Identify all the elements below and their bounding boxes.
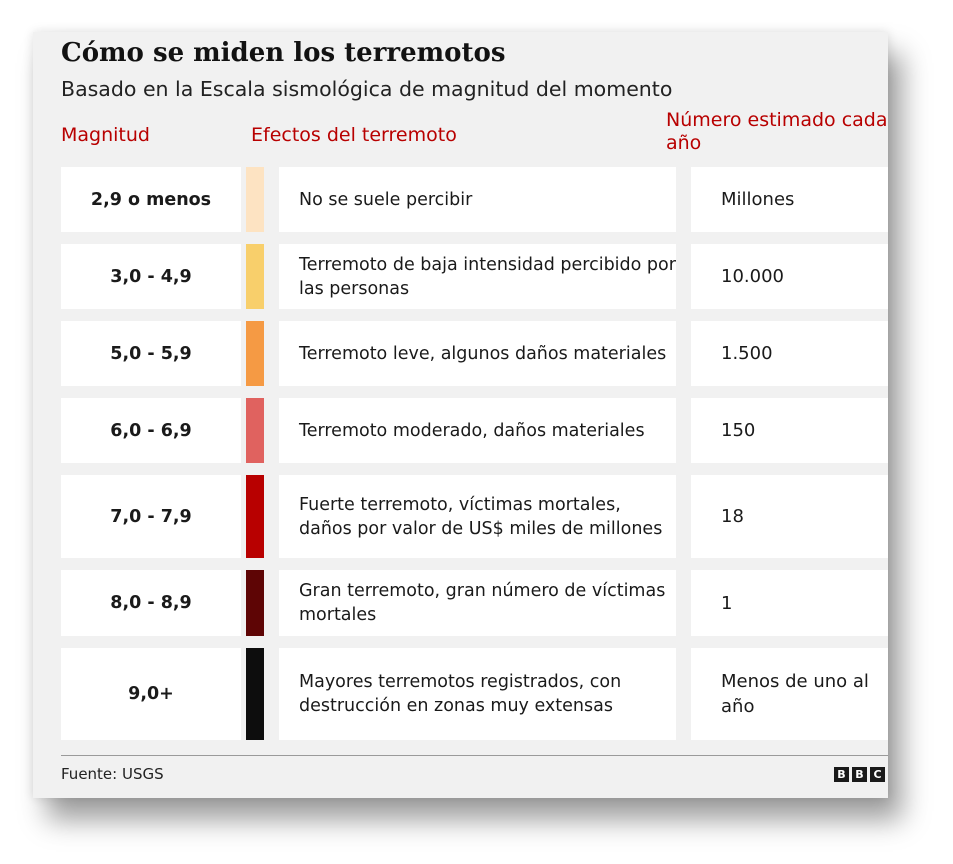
count-cell: 1.500 <box>691 321 888 386</box>
table-row <box>61 244 888 309</box>
magnitude-cell: 7,0 - 7,9 <box>61 475 241 558</box>
intensity-color-bar <box>246 167 264 232</box>
count-cell: Millones <box>691 167 888 232</box>
magnitude-cell: 6,0 - 6,9 <box>61 398 241 463</box>
intensity-color-bar <box>246 570 264 636</box>
count-cell: 150 <box>691 398 888 463</box>
page-title: Cómo se miden los terremotos <box>61 38 506 68</box>
table-row <box>61 167 888 232</box>
table-row <box>61 398 888 463</box>
header-count: Número estimado cada año <box>666 109 888 154</box>
table-row <box>61 321 888 386</box>
magnitude-cell: 3,0 - 4,9 <box>61 244 241 309</box>
count-cell: Menos de uno al año <box>691 648 888 740</box>
intensity-color-bar <box>246 398 264 463</box>
source-note: Fuente: USGS <box>61 765 164 783</box>
effect-cell: Mayores terremotos registrados, con destrucción en zonas muy extensas <box>279 648 676 740</box>
magnitude-cell: 2,9 o menos <box>61 167 241 232</box>
header-effects: Efectos del terremoto <box>251 124 457 146</box>
count-cell: 18 <box>691 475 888 558</box>
magnitude-cell: 5,0 - 5,9 <box>61 321 241 386</box>
intensity-color-bar <box>246 321 264 386</box>
intensity-color-bar <box>246 475 264 558</box>
magnitude-cell: 9,0+ <box>61 648 241 740</box>
logo-letter: B <box>834 767 849 782</box>
footer-divider <box>61 755 888 756</box>
effect-cell: Terremoto de baja intensidad percibido por las personas <box>279 244 676 309</box>
page-subtitle: Basado en la Escala sismológica de magnitud del momento <box>61 77 673 101</box>
effect-cell: Terremoto leve, algunos daños materiales <box>279 321 676 386</box>
table-row <box>61 475 888 558</box>
effect-cell: Gran terremoto, gran número de víctimas mortales <box>279 570 676 636</box>
magnitude-cell: 8,0 - 8,9 <box>61 570 241 636</box>
count-cell: 1 <box>691 570 888 636</box>
count-cell: 10.000 <box>691 244 888 309</box>
effect-cell: Fuerte terremoto, víctimas mortales, daños por valor de US$ miles de millones <box>279 475 676 558</box>
logo-letter: C <box>870 767 885 782</box>
infographic-card <box>33 32 888 798</box>
effect-cell: Terremoto moderado, daños materiales <box>279 398 676 463</box>
bbc-logo <box>834 767 885 782</box>
intensity-color-bar <box>246 648 264 740</box>
header-magnitude: Magnitud <box>61 124 150 146</box>
effect-cell: No se suele percibir <box>279 167 676 232</box>
logo-letter: B <box>852 767 867 782</box>
table-row <box>61 570 888 636</box>
intensity-color-bar <box>246 244 264 309</box>
table-row <box>61 648 888 740</box>
